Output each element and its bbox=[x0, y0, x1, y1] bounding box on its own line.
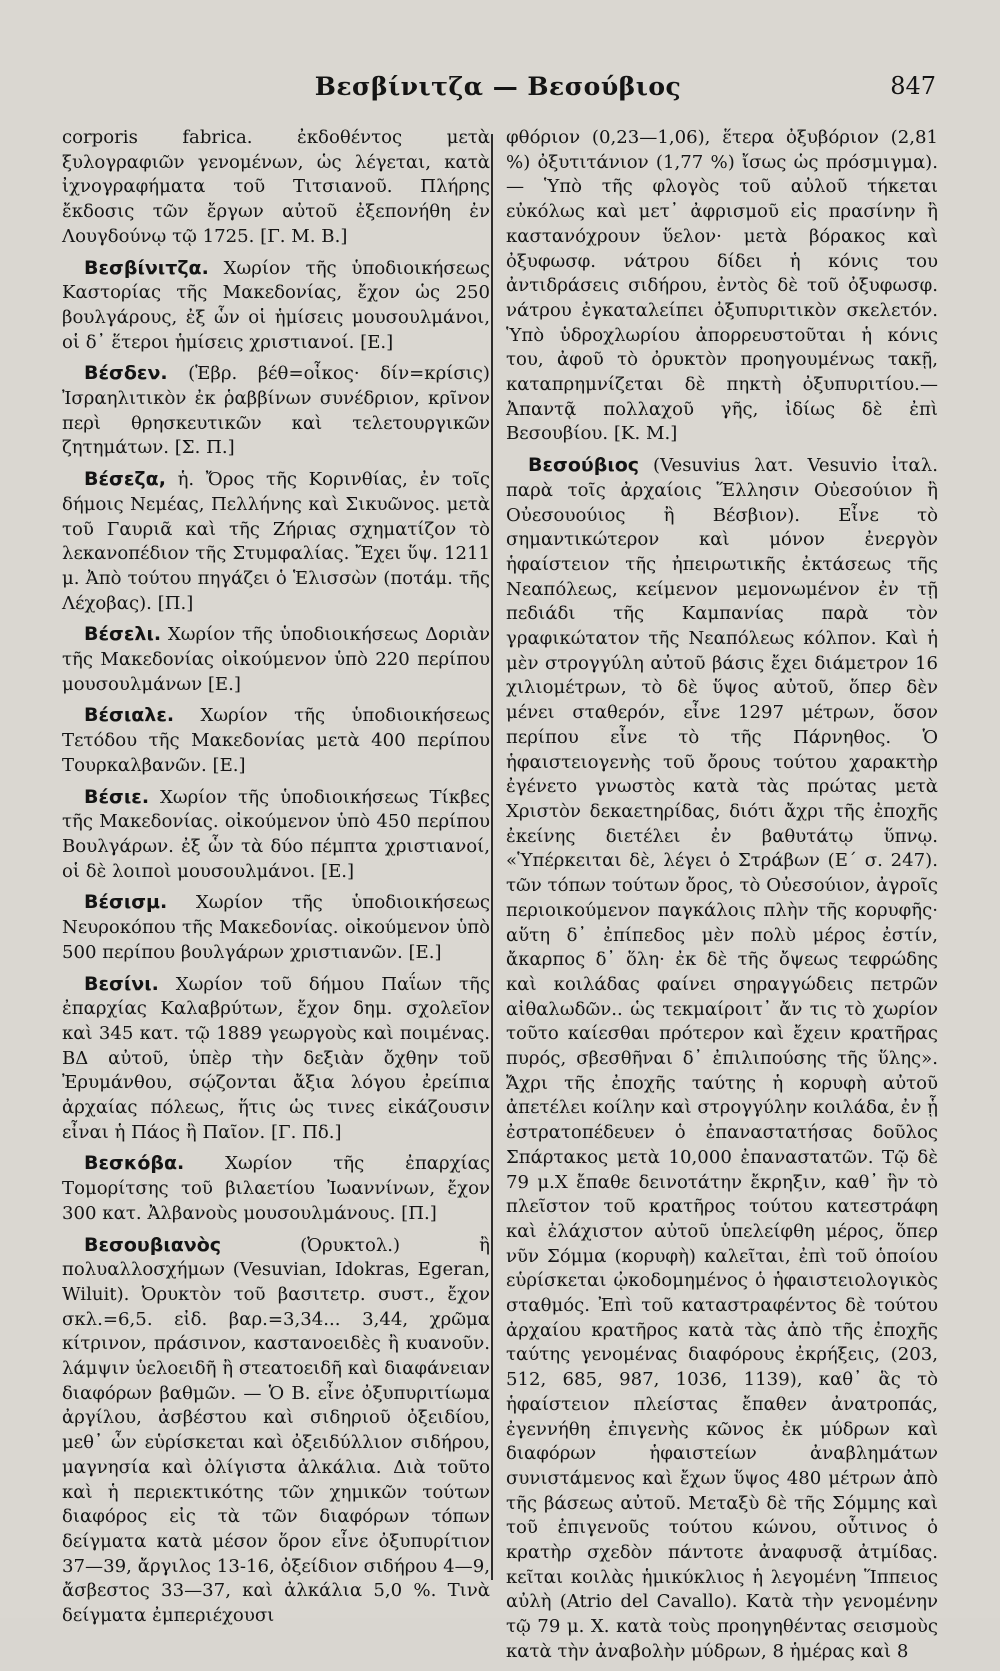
running-head: Βεσβίνιτζα — Βεσούβιος bbox=[314, 72, 682, 101]
entry-text: Χωρίον τῆς ὑποδιοικήσεως Καστορίας τῆς Μακεδονίας, ἔχον ὡς 250 βουλγάρους, ἐξ ὧν οἱ ἡμίσεις μουσουλμάνοι, οἱ δ᾿ ἕτεροι ἡμίσεις χριστιανοί. [Ε.] bbox=[62, 257, 490, 353]
entry-text: corporis fabrica. ἐκδοθέντος μετὰ ξυλογραφιῶν γενομένων, ὡς λέγεται, κατὰ ἰχνογραφήματα τοῦ Τιτσιανοῦ. Πλήρης ἔκδοσις τῶν ἔργων αὐτοῦ ἐξεπονήθη ἐν Λουγδούνῳ τῷ 1725. [Γ. Μ. Β.] bbox=[62, 127, 490, 247]
entry-text: Χωρίον τῆς ἐπαρχίας Τομορίτσης τοῦ βιλαετίου Ἰωαννίνων, ἔχον 300 κατ. Ἀλβανοὺς μουσουλμάνους. [Π.] bbox=[62, 1153, 490, 1224]
entry-text: Χωρίον τοῦ δήμου Παΐων τῆς ἐπαρχίας Καλαβρύτων, ἔχον δημ. σχολεῖον καὶ 345 κατ. τῷ 1889 γεωργοὺς καὶ ποιμένας. ΒΔ αὐτοῦ, ὑπὲρ τὴν δεξιὰν ὄχθην τοῦ Ἐρυμάνθου, σῴζονται ἄξια λόγου ἐρείπια ἀρχαίας πόλεως, ἥτις ὡς τινες εἰκάζουσιν εἶναι ἡ Πάος ἢ Παῖον. [Γ. Πδ.] bbox=[62, 973, 490, 1143]
entry-vesvinitza bbox=[62, 256, 490, 356]
entry-vesism bbox=[62, 890, 490, 965]
entry-headword: Βέσισμ. bbox=[84, 891, 168, 914]
entry-vesden bbox=[62, 361, 490, 461]
entry-headword: Βεσβίνιτζα. bbox=[84, 256, 209, 279]
entry-headword: Βέσεζα, bbox=[84, 468, 166, 491]
entry-text: (Ὀρυκτολ.) ἢ πολυαλλοσχήμων (Vesuvian, Idokras, Egeran, Wiluit). Ὀρυκτὸν τοῦ βασιτετρ. συστ., ἔχον σκλ.=6,5. εἰδ. βαρ.=3,34... 3,44, χρῶμα κίτρινον, πράσινον, καστανοειδὲς ἢ κυανοῦν. λάμψιν ὑελοειδῆ ἢ στεατοειδῆ καὶ διαφάνειαν διαφόρων βαθμῶν. — Ὁ Β. εἶνε ὀξυπυριτίωμα ἀργίλου, ἀσβέστου καὶ σιδηριοῦ ὀξειδίου, μεθ᾿ ὧν εὑρίσκεται καὶ ὀξειδύλλιον σιδήρου, μαγνησία καὶ ὀλίγιστα ἀλκάλια. Διὰ τοῦτο καὶ ἡ περιεκτικότης τῶν χημικῶν τούτων διαφόρος εἰς τὰ τῶν διαφόρων τόπων δείγματα κατὰ μέσον ὅρον εἶνε ὀξυπυρίτιον 37—39, ἄργιλος 13-16, ὀξείδιον σιδήρου 4—9, ἄσβεστος 33—37, καὶ ἀλκάλια 5,0 %. Τινὰ δείγματα ἐμπεριέχουσι bbox=[62, 1234, 490, 1627]
entry-veseza bbox=[62, 467, 490, 616]
entry-headword: Βεσουβιανὸς bbox=[84, 1233, 222, 1256]
entry-vesiale bbox=[62, 703, 490, 778]
entry-vesie bbox=[62, 785, 490, 885]
entry-headword: Βεσίνι. bbox=[84, 972, 159, 995]
entry-vesini bbox=[62, 972, 490, 1146]
right-column bbox=[506, 126, 938, 1671]
entry-headword: Βέσελι. bbox=[84, 623, 162, 646]
entry-text: (Vesuvius λατ. Vesuvio ἰταλ. παρὰ τοῖς ἀρχαίοις Ἕλλησιν Οὐεσούιον ἢ Οὐεσουούιος ἢ Βέσβιον). Εἶνε τὸ σημαντικώτερον καὶ μόνον ἐνεργὸν ἡφαίστειον τῆς ἠπειρωτικῆς ἐκτάσεως τῆς Νεαπόλεως, κείμενον μεμονωμένον ἐν τῇ πεδιάδι τῆς Καμπανίας παρὰ τὸν γραφικώτατον τῆς Νεαπόλεως κόλπον. Καὶ ἡ μὲν στρογγύλη αὐτοῦ βάσις ἔχει διάμετρον 16 χιλιομέτρων, τὸ δὲ ὕψος αὐτοῦ, ὅπερ δὲν μένει σταθερόν, εἶνε 1297 μέτρων, ὅσον περίπου εἶνε τὸ τῆς Πάρνηθος. Ὁ ἡφαιστειογενὴς τοῦ ὄρους τούτου χαρακτὴρ ἐγένετο γνωστὸς κατὰ τὰς πρώτας μετὰ Χριστὸν δεκαετηρίδας, διότι ἄχρι τῆς ἐποχῆς ἐκείνης διετέλει ἐν βαθυτάτῳ ὕπνῳ. «Ὑπέρκειται δὲ, λέγει ὁ Στράβων (Ε΄ σ. 247). τῶν τόπων τούτων ὄρος, τὸ Οὐεσούιον, ἀγροῖς περιοικούμενον παγκάλοις πλὴν τῆς κορυφῆς· αὕτη δ᾿ ἐπίπεδος μὲν πολὺ μέρος ἐστίν, ἄκαρπος δ᾿ ὅλη· ἐκ δὲ τῆς ὄψεως τεφρώδης καὶ κοιλάδας φαίνει σηραγγώδεις πετρῶν αἰθαλωδῶν.. ὡς τεκμαίροιτ᾿ ἄν τις τὸ χωρίον τοῦτο καίεσθαι πρότερον καὶ ἔχειν κρατῆρας πυρός, σβεσθῆναι δ᾿ ἐπιλιπούσης τῆς ὕλης». Ἄχρι τῆς ἐποχῆς ταύτης ἡ κορυφὴ αὐτοῦ ἀπετέλει κοίλην καὶ στρογγύλην κοιλάδα, ἐν ᾗ ἐστρατοπέδευεν ὁ ἐπαναστατήσας δοῦλος Σπάρτακος μετὰ 10,000 ἐπαναστατῶν. Τῷ δὲ 79 μ.Χ ἔπαθε δεινοτάτην ἔκρηξιν, καθ᾿ ἣν τὸ πλεῖστον τοῦ κρατῆρος τούτου κατεστράφη καὶ ἐλάχιστον αὐτοῦ ὑπελείφθη μέρος, ὅπερ νῦν Σόμμα (κορυφὴ) καλεῖται, ἐπὶ τοῦ ὁποίου εὑρίσκεται ᾠκοδομημένος ὁ ἡφαιστειολογικὸς σταθμός. Ἐπὶ τοῦ καταστραφέντος δὲ τούτου ἀρχαίου κρατῆρος κατὰ τὰς ἀπὸ τῆς ἐποχῆς ταύτης γενομένας διαφόρους ἐκρήξεις, (203, 512, 685, 987, 1036, 1139), καθ᾿ ἃς τὸ ἡφαίστειον πλείστας ἔπαθεν ἀνατροπάς, ἐγεννήθη ἐπιγενὴς κῶνος ἐκ μύδρων καὶ διαφόρων ἡφαιστείων ἀναβλημάτων συνιστάμενος καὶ ἔχων ὕψος 480 μέτρων ἀπὸ τῆς βάσεως αὐτοῦ. Μεταξὺ δὲ τῆς Σόμμης καὶ τοῦ ἐπιγενοῦς τούτου κώνου, οὗτινος ὁ κρατὴρ σχεδὸν πάντοτε ἀναφυσᾷ ἀτμίδας. κεῖται κοιλὰς ἡμικύκλιος ἡ λεγομένη Ἵππειος αὐλὴ (Atrio del Cavallo). Κατὰ τὴν γενομένην τῷ 79 μ. Χ. κατὰ τοὺς προηγηθέντας σεισμοὺς κατὰ τὴν ἀναβολὴν μύδρων, 8 ἡμέρας καὶ 8 bbox=[506, 455, 938, 1662]
entry-text: ἡ. Ὄρος τῆς Κορινθίας, ἐν τοῖς δήμοις Νεμέας, Πελλήνης καὶ Σικυῶνος. μετὰ τοῦ Γαυριᾶ καὶ τῆς Ζήριας σχηματίζον τὸ λεκανοπέδιον τῆς Στυμφαλίας. Ἔχει ὕψ. 1211 μ. Ἀπὸ τούτου πηγάζει ὁ Ἑλισσὼν (ποτάμ. τῆς Λέχοβας). [Π.] bbox=[62, 469, 490, 614]
entry-headword: Βέσδεν. bbox=[84, 362, 168, 385]
entry-text: (Ἑβρ. βέθ=οἶκος· δίν=κρίσις) Ἰσραηλιτικὸν ἐκ ῥαββίνων συνέδριον, κρῖνον περὶ θρησκευτικῶν καὶ τελετουργικῶν ζητημάτων. [Σ. Π.] bbox=[62, 363, 490, 459]
entry-text: Χωρίον τῆς ὑποδιοικήσεως Τετόδου τῆς Μακεδονίας μετὰ 400 περίπου Τουρκαλβανῶν. [Ε.] bbox=[62, 705, 490, 776]
entry-headword: Βεσκόβα. bbox=[84, 1152, 185, 1175]
entry-text: φθόριον (0,23—1,06), ἕτερα ὀξυβόριον (2,81 %) ὀξυτιτάνιον (1,77 %) ἴσως ὡς πρόσμιγμα). — Ὑπὸ τῆς φλογὸς τοῦ αὐλοῦ τήκεται εὐκόλως καὶ μετ᾿ ἀφρισμοῦ εἰς πρασίνην ἢ καστανόχρουν ὕελον· μετὰ βόρακος καὶ ὀξυφωσφ. νάτρου δίδει ἡ κόνις του ἀντιδράσεις σιδήρου, ἐντὸς δὲ τοῦ ὀξυφωσφ. νάτρου ἐγκαταλείπει ὀξυπυριτικὸν σκελετόν. Ὑπὸ ὑδροχλωρίου ἀπορρευστοῦται ἡ κόνις του, ἀφοῦ τὸ ὀρυκτὸν προηγουμένως τακῇ, καταπρημνίζεται δὲ πηκτὴ ὀξυπυριτίου.— Ἀπαντᾷ πολλαχοῦ γῆς, ἰδίως δὲ ἐπὶ Βεσουβίου. [Κ. Μ.] bbox=[506, 127, 938, 445]
entry-vesouvios bbox=[506, 453, 938, 1664]
entry-text: Χωρίον τῆς ὑποδιοικήσεως Τίκβες τῆς Μακεδονίας. οἰκούμενον ὑπὸ 450 περίπου Βουλγάρων. ἐξ ὧν τὰ δύο πέμπτα χριστιανοί, οἱ δὲ λοιποὶ μουσουλμάνοι. [Ε.] bbox=[62, 786, 490, 882]
column-divider bbox=[491, 134, 493, 1580]
entry-continuation bbox=[506, 126, 938, 447]
entry-text: Χωρίον τῆς ὑποδιοικήσεως Δοριὰν τῆς Μακεδονίας οἰκούμενον ὑπὸ 220 περίπου μουσουλμάνων [Ε.] bbox=[62, 624, 490, 695]
entry-veskova bbox=[62, 1151, 490, 1226]
left-column bbox=[62, 126, 490, 1635]
entry-veseli bbox=[62, 622, 490, 697]
page-number: 847 bbox=[890, 72, 936, 100]
entry-headword: Βέσιε. bbox=[84, 785, 150, 808]
page-header bbox=[60, 72, 936, 106]
entry-headword: Βέσιαλε. bbox=[84, 704, 175, 727]
entry-text: Χωρίον τῆς ὑποδιοικήσεως Νευροκόπου τῆς Μακεδονίας. οἰκούμενον ὑπὸ 500 περίπου βουλγάρων χριστιανῶν. [Ε.] bbox=[62, 892, 490, 963]
entry-headword: Βεσούβιος bbox=[528, 454, 640, 477]
entry-continuation bbox=[62, 126, 490, 250]
entry-vesouvianos bbox=[62, 1233, 490, 1629]
